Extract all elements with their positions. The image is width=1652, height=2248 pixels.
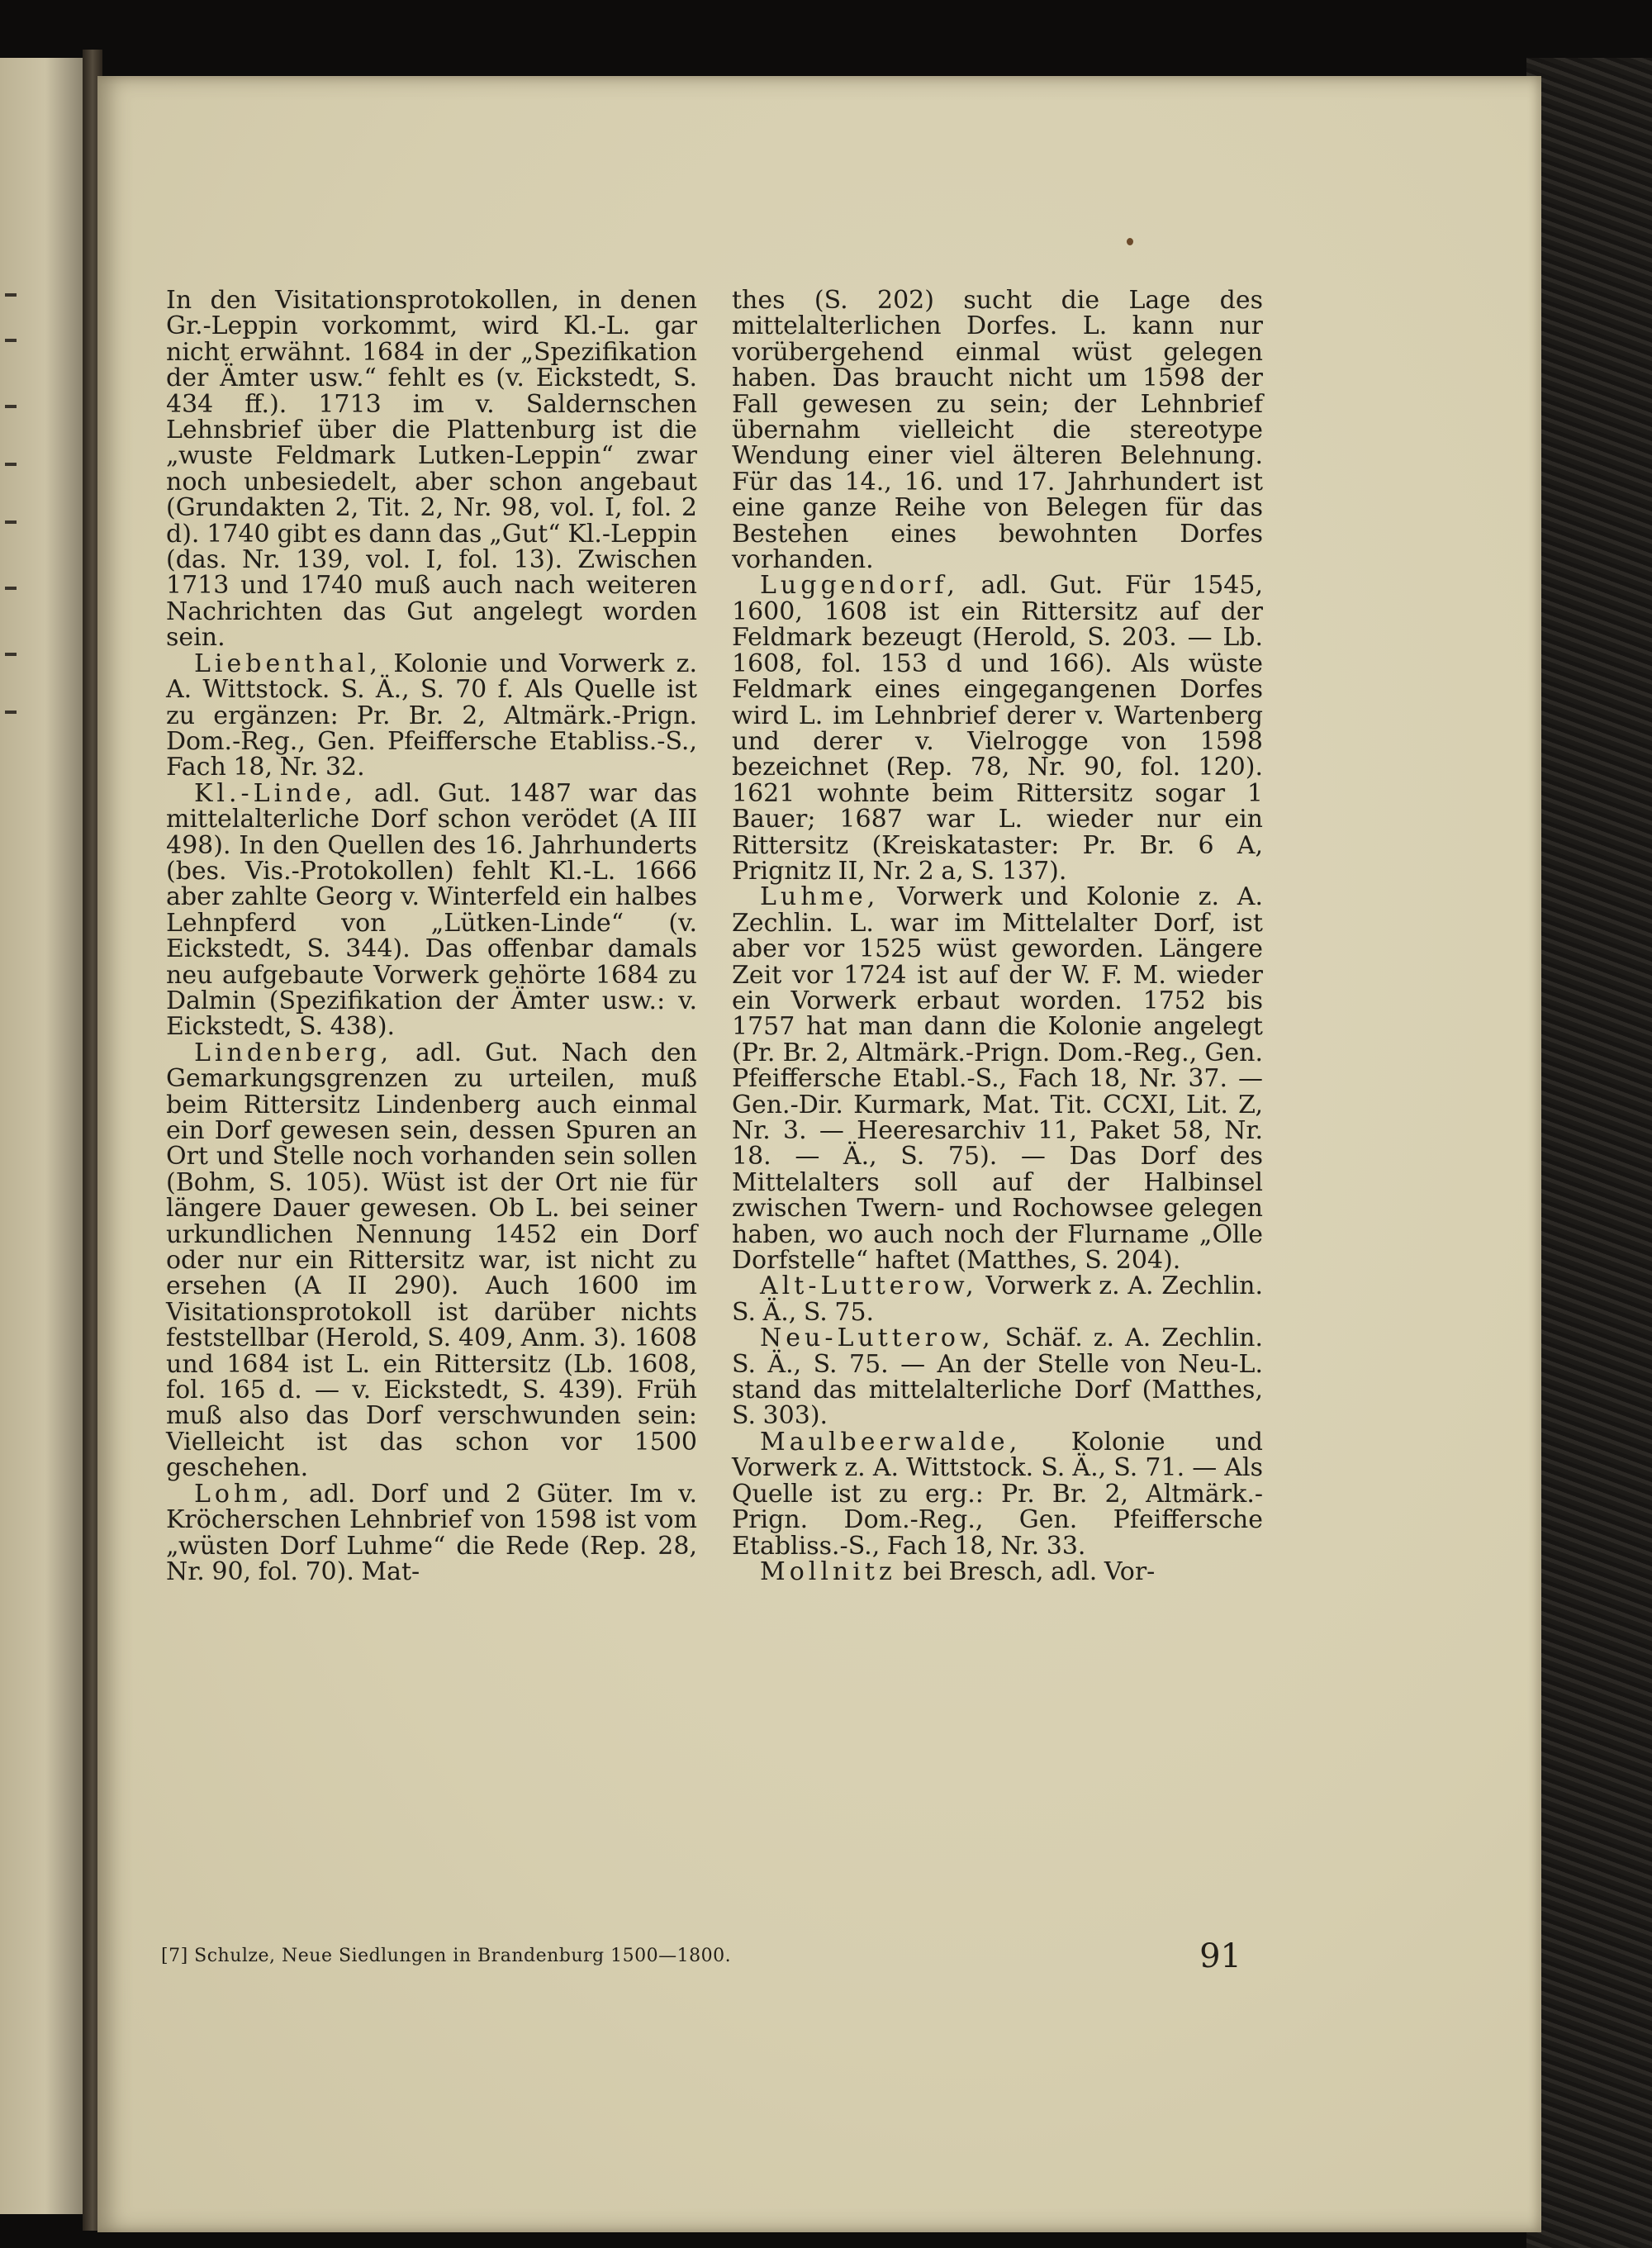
- place-entry: [732, 1273, 1263, 1325]
- entry-heading: Liebenthal,: [194, 649, 382, 678]
- entry-heading: Luhme,: [760, 882, 880, 912]
- entry-text: Kolonie und Vorwerk z. A. Wittstock. S. Ä., S. 70 f. Als Quelle ist zu ergänzen: Pr. Br. 2, Altmärk.-Prign. Dom.-Reg., Gen. Pfeiffersche Etabliss.-S., Fach 18, Nr. 32.: [166, 649, 697, 782]
- place-entry: [166, 1040, 697, 1481]
- entry-text: adl. Gut. Für 1545, 1600, 1608 ist ein Rittersitz auf der Feldmark bezeugt (Herold, S. 203. — Lb. 1608, fol. 153 d und 166). Als wüste Feldmark eines eingegangenen Dorfes wird L. im Lehnbrief derer v. Wartenberg und derer v. Vielrogge von 1598 bezeichnet (Rep. 78, Nr. 90, fol. 120). 1621 wohnte beim Rittersitz sogar 1 Bauer; 1687 war L. wieder nur ein Rittersitz (Kreiskataster: Pr. Br. 6 A, Prignitz II, Nr. 2 a, S. 137).: [732, 571, 1263, 886]
- entry-text: bei Bresch, adl. Vor-: [895, 1556, 1156, 1586]
- book-binding: [1526, 58, 1652, 2248]
- adjacent-page-edge: [0, 58, 85, 2214]
- page-number: 91: [1199, 1937, 1241, 1975]
- entry-heading: Neu-Lutterow,: [760, 1324, 995, 1353]
- ink-spot: [1127, 238, 1133, 245]
- text-column-right: [732, 288, 1263, 1585]
- entry-text: thes (S. 202) sucht die Lage des mittelalterlichen Dorfes. L. kann nur vorübergehend einmal wüst gelegen haben. Das braucht nicht um 1598 der Fall gewesen zu sein; der Lehnbrief übernahm vielleicht die stereotype Wendung einer viel älteren Belehnung. Für das 14., 16. und 17. Jahrhundert ist eine ganze Reihe von Belegen für das Bestehen eines bewohnten Dorfes vorhanden.: [732, 286, 1263, 575]
- place-entry: [732, 1325, 1263, 1429]
- place-entry: [732, 1556, 1263, 1586]
- entry-heading: Lohm,: [194, 1479, 294, 1509]
- entry-heading: Luggendorf,: [760, 571, 959, 601]
- entry-text: adl. Dorf und 2 Güter. Im v. Kröcherschen Lehnbrief von 1598 ist vom „wüsten Dorf Luhme“ die Rede (Rep. 28, Nr. 90, fol. 70). Mat-: [166, 1479, 697, 1586]
- place-entry: [166, 778, 697, 1042]
- entry-text: Vorwerk und Kolonie z. A. Zechlin. L. war im Mittelalter Dorf, ist aber vor 1525 wüst geworden. Längere Zeit vor 1724 ist auf der W. F. M. wieder ein Vorwerk erbaut worden. 1752 bis 1757 hat man dann die Kolonie angelegt (Pr. Br. 2, Altmärk.-Prign. Dom.-Reg., Gen. Pfeiffersche Etabl.-S., Fach 18, Nr. 37. — Gen.-Dir. Kurmark, Mat. Tit. CCXI, Lit. Z, Nr. 3. — Heeresarchiv 11, Paket 58, Nr. 18. — Ä., S. 75). — Das Dorf des Mittelalters soll auf der Halbinsel zwischen Twern- und Rochowsee gelegen haben, wo auch noch der Flurname „Olle Dorfstelle“ haftet (Matthes, S. 204).: [732, 882, 1263, 1276]
- entry-text: Schäf. z. A. Zechlin. S. Ä., S. 75. — An der Stelle von Neu-L. stand das mittelalterliche Dorf (Matthes, S. 303).: [732, 1324, 1263, 1431]
- entry-text: Vorwerk z. A. Zechlin. S. Ä., S. 75.: [732, 1271, 1263, 1327]
- place-entry: [732, 573, 1263, 884]
- entry-heading: Mollnitz: [760, 1556, 896, 1586]
- entry-text: Kolonie und Vorwerk z. A. Wittstock. S. Ä., S. 71. — Als Quelle ist zu erg.: Pr. Br. 2, Altmärk.-Prign. Dom.-Reg., Gen. Pfeiffersche Etabliss.-S., Fach 18, Nr. 33.: [732, 1427, 1263, 1561]
- place-entry: [166, 1481, 697, 1585]
- text-column-left: [166, 288, 697, 1585]
- place-entry: [166, 651, 697, 781]
- entry-heading: Kl.-Linde,: [194, 778, 358, 808]
- footer-citation: [7] Schulze, Neue Siedlungen in Brandenburg 1500—1800.: [161, 1946, 732, 1966]
- place-entry: [732, 1429, 1263, 1559]
- text-paragraph: [166, 288, 697, 651]
- text-paragraph: [732, 288, 1263, 573]
- entry-heading: Lindenberg,: [194, 1038, 393, 1067]
- entry-heading: Alt-Lutterow,: [760, 1271, 978, 1301]
- entry-heading: Maulbeerwalde,: [760, 1427, 1022, 1457]
- place-entry: [732, 882, 1263, 1276]
- entry-text: adl. Gut. 1487 war das mittelalterliche Dorf schon verödet (A III 498). In den Quellen des 16. Jahrhunderts (bes. Vis.-Protokollen) fehlt Kl.-L. 1666 aber zahlte Georg v. Winterfeld ein halbes Lehnpferd von „Lütken-Linde“ (v. Eickstedt, S. 344). Das offenbar damals neu aufgebaute Vorwerk gehörte 1684 zu Dalmin (Spezifikation der Ämter usw.: v. Eickstedt, S. 438).: [166, 778, 697, 1042]
- entry-text: adl. Gut. Nach den Gemarkungsgrenzen zu urteilen, muß beim Rittersitz Lindenberg auch einmal ein Dorf gewesen sein, dessen Spuren an Ort und Stelle noch vorhanden sein sollen (Bohm, S. 105). Wüst ist der Ort nie für längere Dauer gewesen. Ob L. bei seiner urkundlichen Nennung 1452 ein Dorf oder nur ein Rittersitz war, ist nicht zu ersehen (A II 290). Auch 1600 im Visitationsprotokoll ist darüber nichts feststellbar (Herold, S. 409, Anm. 3). 1608 und 1684 ist L. ein Rittersitz (Lb. 1608, fol. 165 d. — v. Eickstedt, S. 439). Früh muß also das Dorf verschwunden sein: Vielleicht ist das schon vor 1500 geschehen.: [166, 1038, 697, 1483]
- entry-text: In den Visitationsprotokollen, in denen Gr.-Leppin vorkommt, wird Kl.-L. gar nicht erwähnt. 1684 in der „Spezifikation der Ämter usw.“ fehlt es (v. Eickstedt, S. 434 ff.). 1713 im v. Saldernschen Lehnsbrief über die Plattenburg ist die „wuste Feldmark Lutken-Leppin“ zwar noch unbesiedelt, aber schon angebaut (Grundakten 2, Tit. 2, Nr. 98, vol. I, fol. 2 d). 1740 gibt es dann das „Gut“ Kl.-Leppin (das. Nr. 139, vol. I, fol. 13). Zwischen 1713 und 1740 muß auch nach weiteren Nachrichten das Gut angelegt worden sein.: [166, 286, 697, 653]
